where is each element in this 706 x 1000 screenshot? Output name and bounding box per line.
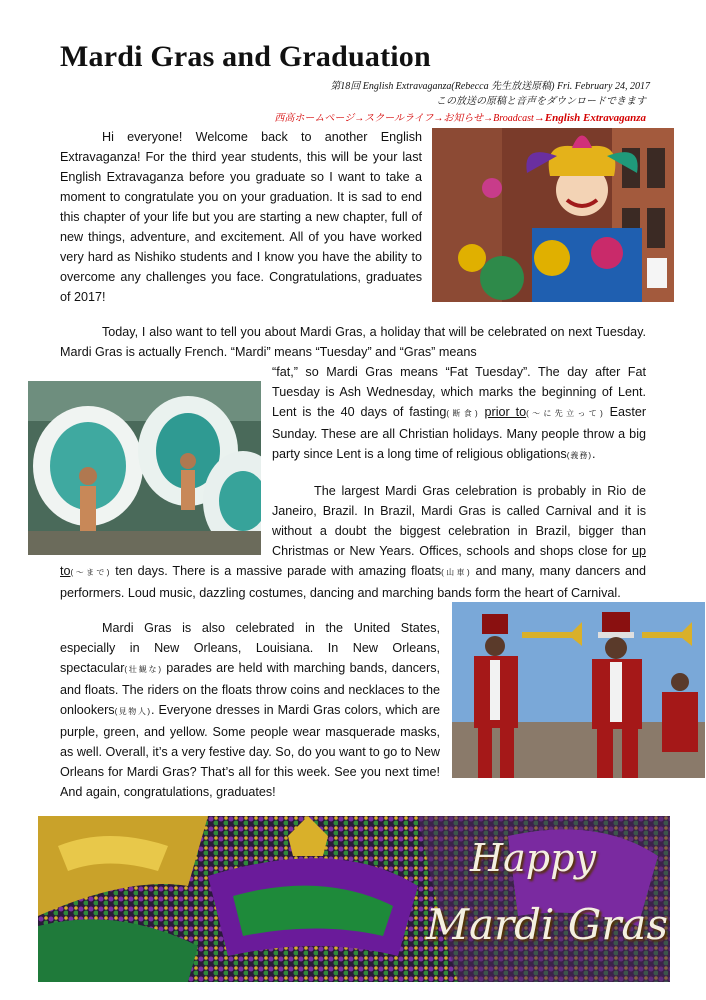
jester-float-photo bbox=[432, 128, 674, 302]
navigation-path[interactable] bbox=[274, 109, 646, 124]
paragraph-new-orleans: Mardi Gras is also celebrated in the United States, especially in New Orleans, Louisiana. In New Orleans, spectacular(壮観な) parades are held with marching bands, dancers, and floats. The riders on the floats throw coins and necklaces to the onlookers(見物人). Everyone dresses in Mardi Gras colors, which are purple, green, and yellow. Some people wear masquerade masks, as well. Overall, it’s a very festive day. So, do you want to go to New Orleans for Mardi Gras? That’s all for this week. See you next time! And again, congratulations, graduates! bbox=[60, 621, 440, 799]
title: Mardi Gras and Graduation bbox=[60, 40, 431, 73]
marching-band-photo bbox=[452, 602, 705, 778]
happy-mardi-gras-banner bbox=[38, 816, 670, 982]
mardi-gras-script: Mardi Gras bbox=[426, 900, 669, 949]
download-note: この放送の原稿と音声をダウンロードできます bbox=[436, 96, 646, 107]
paragraph-rio-carnival: The largest Mardi Gras celebration is probably in Rio de Janeiro, Brazil. In Brazil, Mardi Gras is called Carnival and it is without a doubt the biggest celebration in Brazil, bigger than Christmas or New Years. Offices, schools and shops close for up to(～まで) ten days. There is a massive parade with amazing floats(山車) and many, many dancers and performers. Loud music, dazzling costumes, dancing and marching bands form the heart of Carnival. bbox=[60, 484, 647, 600]
paragraph-mardi-gras-intro: Today, I also want to tell you about Mardi Gras, a holiday that will be celebrated on next Tuesday. Mardi Gras is actually French. “Mardi” means “Tuesday” and “Gras” means bbox=[60, 325, 646, 359]
paragraph-fat-tuesday: “fat,” so Mardi Gras means “Fat Tuesday”. The day after Fat Tuesday is Ash Wednesday, which marks the beginning of Lent. Lent is the 40 days of fasting(断食) prior to(～に先立って) Easter Sunday. These are all Christian holidays. Many people throw a big party since Lent is a long time of religious obligations(義務). bbox=[272, 365, 647, 461]
nav-target-text: →English Extravaganza bbox=[533, 112, 646, 124]
happy-script: Happy bbox=[470, 836, 596, 880]
nav-path-text: 西高ホームページ→スクールライフ→お知らせ→Broadcast bbox=[274, 113, 534, 124]
broadcast-info: 第18回 English Extravaganza(Rebecca 先生放送原稿) Fri. February 24, 2017 bbox=[330, 81, 650, 92]
paragraph-greeting: Hi everyone! Welcome back to another English Extravaganza! For the third year students, this will be your last English Extravaganza before you graduate so I want to take a moment to congratulate you on your graduation. It is sad to end this chapter of your life but you are starting a new chapter, full of new things, adventure, and excitement. All of you have worked very hard as Nishiko students and I know you have the ability to overcome any challenges you face. Congratulations, graduates of 2017! bbox=[60, 130, 422, 304]
